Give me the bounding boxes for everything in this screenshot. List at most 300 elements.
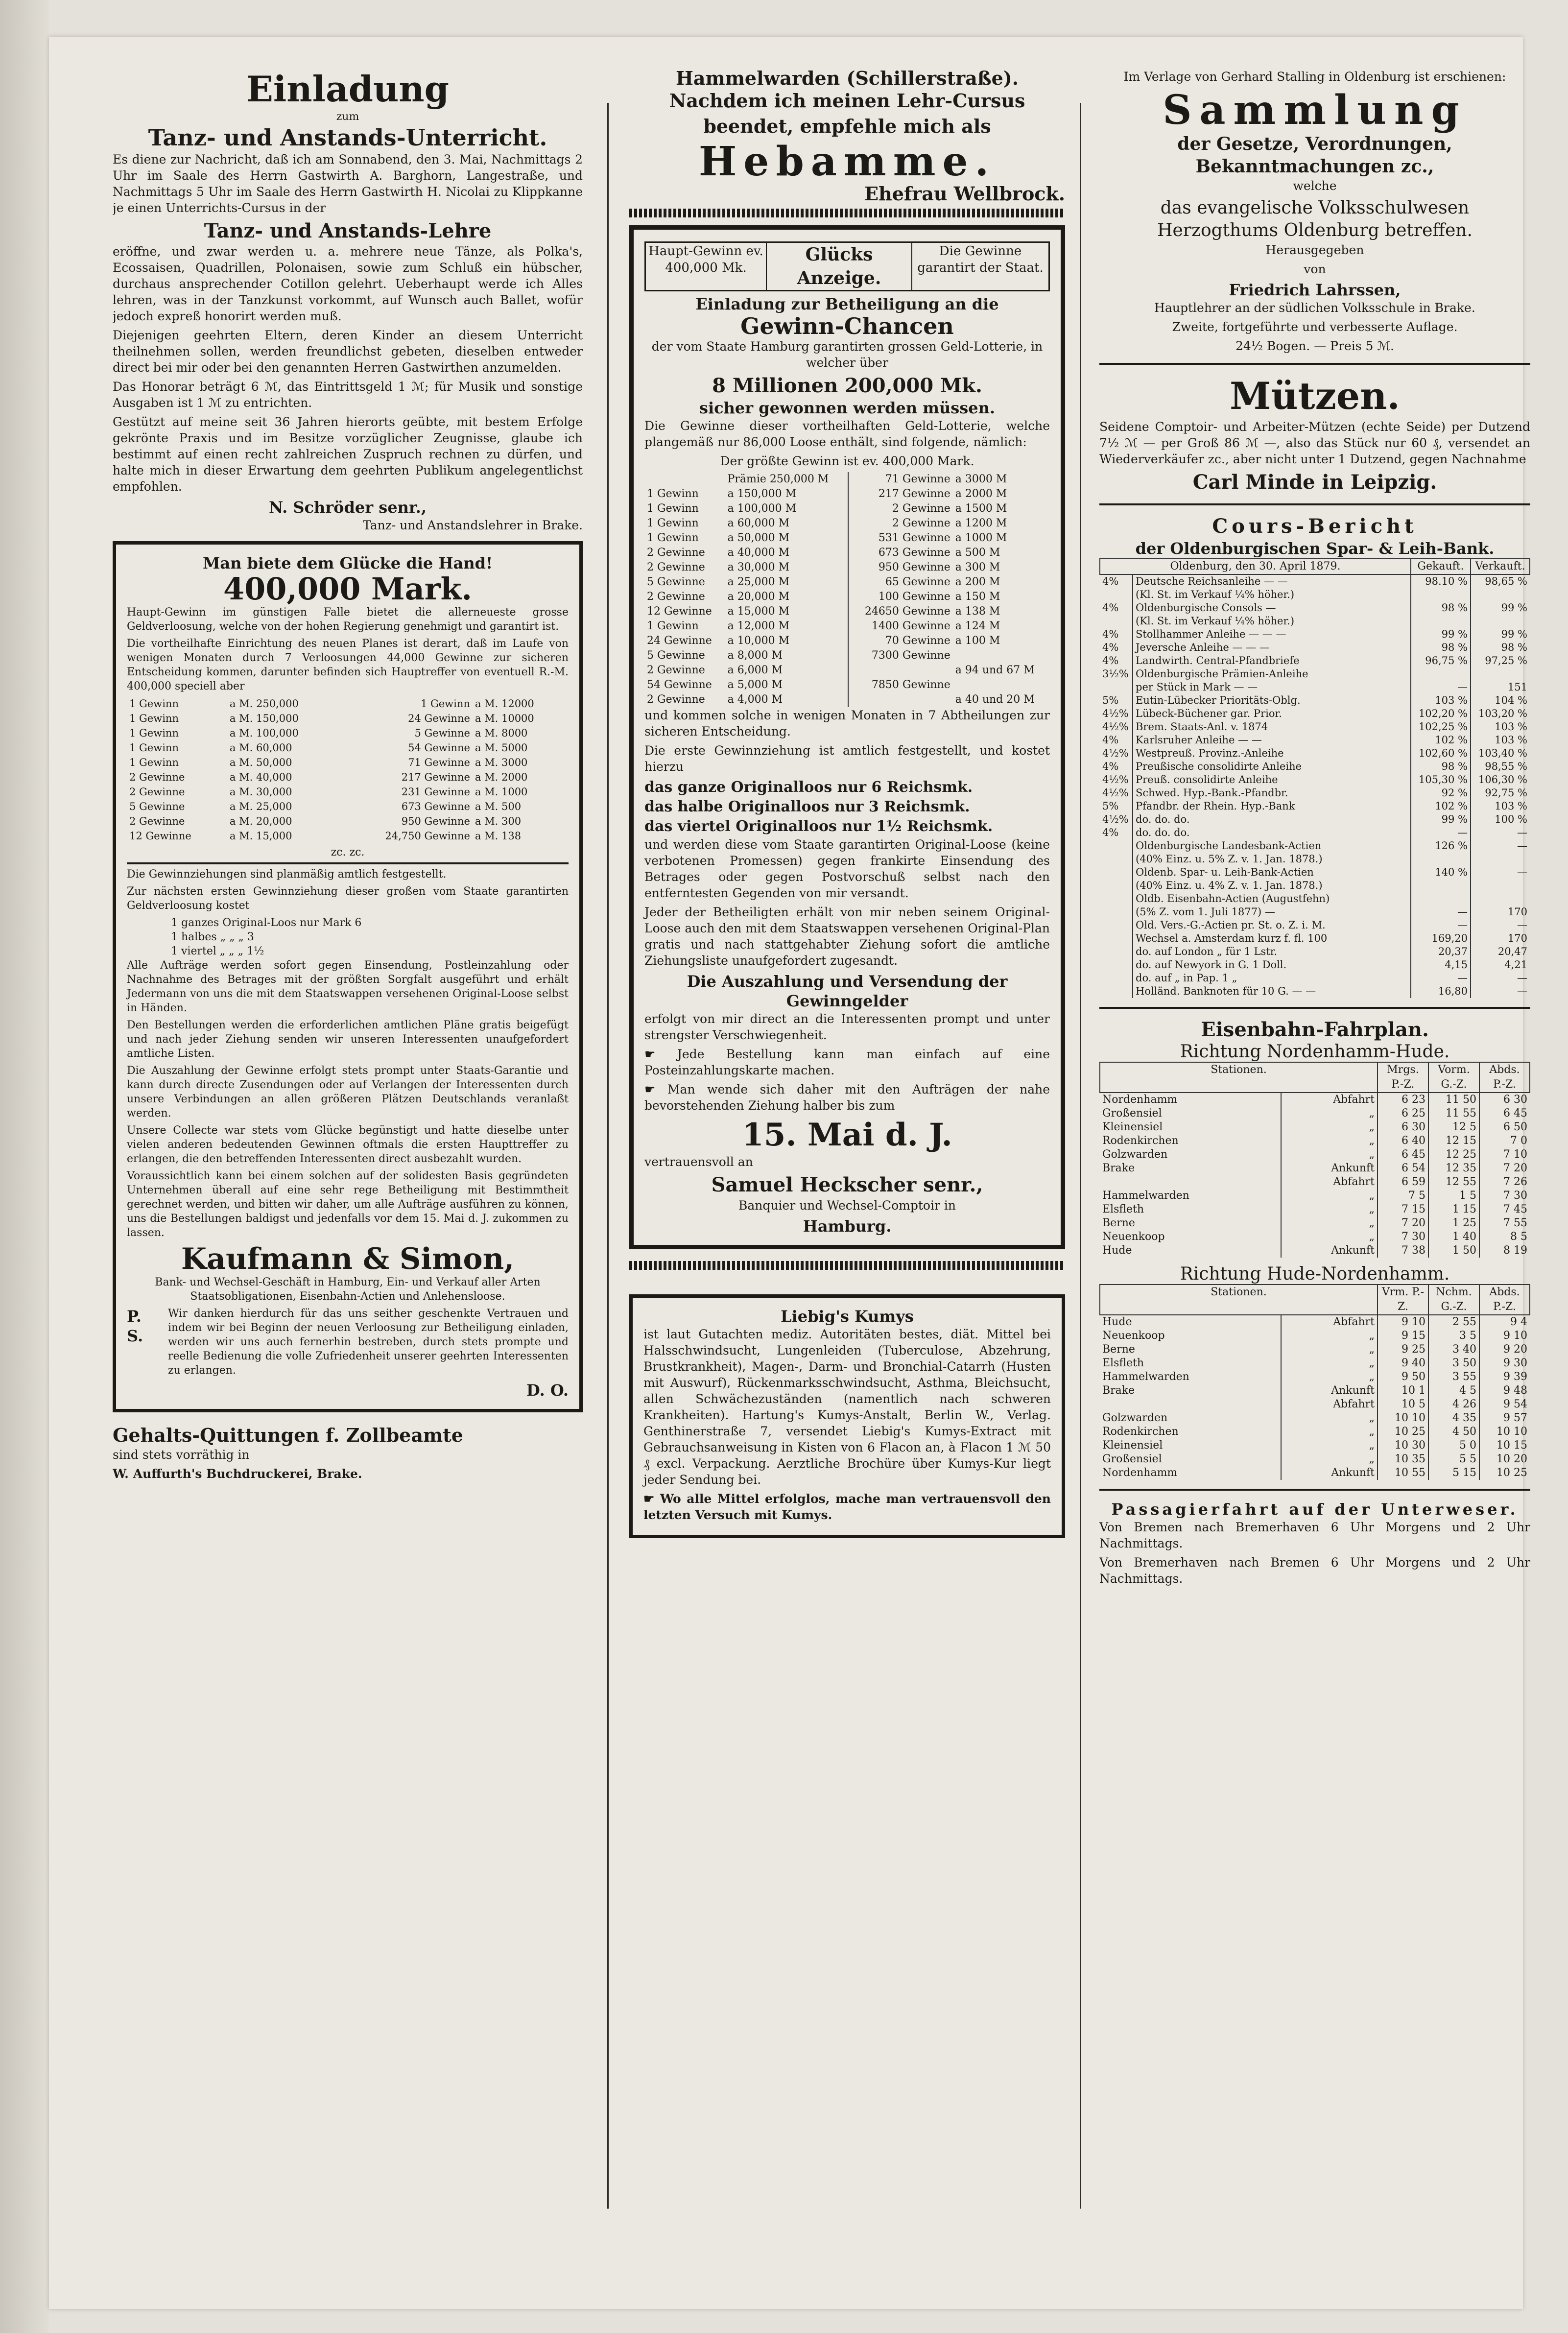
cours-rate: 4%: [1102, 734, 1119, 746]
cours-header-sell: Verkauft.: [1471, 559, 1530, 574]
prize-amount: a M. 25,000: [229, 801, 292, 812]
cours-rate: 3½%: [1102, 668, 1129, 680]
sammlung-intro: Im Verlage von Gerhard Stalling in Oldenburg ist erschienen:: [1123, 70, 1506, 84]
sammlung-subtitle: der Gesetze, Verordnungen, Bekanntmachungen zc.,: [1177, 134, 1452, 177]
fahrplan-time: 10 5: [1378, 1398, 1428, 1411]
kaufmann-lot: 1 ganzes Original-Loos nur Mark 6: [171, 917, 362, 929]
prize-count: 71 Gewinne: [408, 757, 470, 768]
cours-buy: 98 %: [1411, 760, 1471, 773]
cours-sell: 97,25 %: [1471, 654, 1530, 667]
cours-row: [1100, 747, 1530, 760]
fahrplan-station: Golzwarden: [1102, 1412, 1168, 1424]
prize-amount: a M. 8000: [475, 727, 528, 739]
fahrplan-type: Ankunft: [1281, 1162, 1378, 1175]
cours-table: [1099, 558, 1530, 998]
cours-sell: 170: [1471, 932, 1530, 945]
fahrplan-type: „: [1281, 1357, 1378, 1370]
fahrplan-time: 6 45: [1378, 1148, 1428, 1162]
fahrplan-type: „: [1281, 1439, 1378, 1452]
kaufmann-text: Die Auszahlung der Gewinne erfolgt stets prompt unter Staats-Garantie und kann durch directe Zusendungen oder auf Verlangen der Interessenten durch unsere Verbindungen an allen größeren Plätzen Deutschlands veranlaßt werden.: [127, 1065, 569, 1119]
fahrplan-time: 9 57: [1479, 1411, 1530, 1425]
cours-sell: 98 %: [1471, 641, 1530, 654]
fahrplan-station: Neuenkoop: [1102, 1330, 1165, 1342]
cours-rate: 4%: [1102, 642, 1119, 653]
pointing-hand-icon: ☛: [643, 1492, 660, 1506]
prize-row: [644, 604, 1050, 619]
cours-security: Jeversche Anleihe — — —: [1133, 641, 1411, 654]
cours-rate: [1100, 615, 1133, 628]
hebamme-signature: Ehefrau Wellbrock.: [864, 183, 1065, 205]
prize-row: [127, 785, 569, 799]
kumys-ad: [629, 1294, 1065, 1538]
prize-row: [644, 678, 1050, 692]
cours-row: [1100, 800, 1530, 813]
fahrplan-type: Abfahrt: [1281, 1093, 1378, 1107]
prize-row: [127, 726, 569, 740]
fahrplan-time: 10 55: [1378, 1466, 1428, 1480]
prize-count: 2 Gewinne: [129, 815, 185, 827]
heckscher-million: 8 Millionen 200,000 Mk.: [712, 374, 982, 397]
prize-amount: a 300 M: [955, 561, 1000, 573]
prize-row: [127, 755, 569, 770]
cours-row: [1100, 786, 1530, 800]
ornament-bar: [629, 209, 1065, 217]
prize-count: 12 Gewinne: [129, 830, 191, 842]
fahrplan-row: [1100, 1329, 1530, 1343]
fahrplan-time: 6 23: [1378, 1093, 1428, 1107]
prize-count: [644, 472, 725, 487]
fahrplan-type: „: [1281, 1148, 1378, 1162]
prize-amount: a 50,000 M: [725, 531, 848, 546]
kaufmann-headline: Man biete dem Glücke die Hand!: [202, 554, 493, 572]
fahrplan-time: 11 55: [1428, 1107, 1479, 1120]
cours-buy: 102,20 %: [1411, 707, 1471, 720]
fahrplan-station: Nordenhamm: [1102, 1467, 1178, 1479]
fahrplan-time: 9 50: [1378, 1370, 1428, 1384]
prize-count: 531 Gewinne: [878, 532, 950, 544]
cours-rate: [1100, 945, 1133, 958]
prize-amount: a 40,000 M: [725, 546, 848, 560]
fahrplan-type: „: [1281, 1425, 1378, 1439]
muetzen-title: Mützen.: [1230, 374, 1400, 418]
prize-count: 2 Gewinne: [647, 591, 705, 603]
fahrplan-row: [1100, 1398, 1530, 1411]
fahrplan-time: 1 5: [1428, 1189, 1479, 1203]
glueck-left: Haupt-Gewinn ev. 400,000 Mk.: [645, 242, 767, 291]
cours-rate: 4%: [1102, 761, 1119, 772]
prize-count: 54 Gewinne: [408, 742, 470, 754]
kaufmann-text: Die vortheilhafte Einrichtung des neuen Planes ist derart, daß im Laufe von wenigen Monaten durch 7 Verloosungen 44,000 Gewinne zur sicheren Entscheidung kommen, darunter befinden sich Hauptreffer von eventuell R.-M. 400,000 speciell aber: [127, 638, 569, 692]
cours-sell: —: [1471, 985, 1530, 998]
cours-rate: 4%: [1102, 655, 1119, 667]
prize-count: 24 Gewinne: [408, 713, 470, 724]
cours-buy: —: [1411, 681, 1471, 694]
prize-amount: a 30,000 M: [725, 560, 848, 575]
prize-row: [644, 634, 1050, 648]
cours-rate: 4%: [1102, 575, 1119, 587]
cours-buy: [1411, 853, 1471, 866]
prize-count: [848, 663, 953, 678]
prize-amount: a M. 60,000: [229, 742, 292, 754]
prize-amount: a 500 M: [955, 547, 1000, 559]
prize-count: 1 Gewinn: [129, 713, 179, 724]
kaufmann-lot: 1 halbes „ „ „ 3: [171, 931, 254, 943]
fahrplan-time: 1 25: [1428, 1216, 1479, 1230]
prize-row: [644, 560, 1050, 575]
prize-count: 24 Gewinne: [647, 635, 712, 647]
kumys-body: ist laut Gutachten mediz. Autoritäten bestes, diät. Mittel bei Halsschwindsucht, Lungenleiden (Tuberculose, Abzehrung, Brustkrankheit), Magen-, Darm- und Bronchial-Catarrh (Husten mit Auswurf), Rückenmarksschwindsucht, Asthma, Bleichsucht, allen Schwächezuständen (namentlich nach schweren Krankheiten). Hartung's Kumys-Anstalt, Berlin W., Verlag. Genthinerstraße 7, versendet Liebig's Kumys-Extract mit Gebrauchsanweisung in Kisten von 6 Flacon an, à Flacon 1 ℳ 50 ₰ excl. Verpackung. Aerztliche Brochüre über Kumys-Kur liegt jeder Sendung bei.: [643, 1327, 1051, 1487]
fahrplan-time: 7 38: [1378, 1244, 1428, 1258]
cours-row: [1100, 628, 1530, 641]
fahrplan-time: 7 45: [1479, 1203, 1530, 1216]
prize-row: [644, 590, 1050, 604]
cours-sell: 98,65 %: [1471, 574, 1530, 588]
cours-rate: 4½%: [1102, 708, 1129, 719]
divider: [1099, 363, 1530, 365]
cours-sell: 104 %: [1471, 694, 1530, 707]
cours-rate: [1100, 839, 1133, 853]
gehalts-ad: [113, 1424, 583, 1482]
fahrplan-row: [1100, 1425, 1530, 1439]
prize-amount: a 40 und 20 M: [955, 693, 1035, 706]
fahrplan-time: 7 30: [1378, 1230, 1428, 1244]
cours-security: Stollhammer Anleihe — — —: [1133, 628, 1411, 641]
fahrplan-row: [1100, 1162, 1530, 1175]
kaufmann-lot: 1 viertel „ „ „ 1½: [171, 945, 264, 957]
fahrplan-time: 7 0: [1479, 1134, 1530, 1148]
prize-row: [644, 692, 1050, 707]
cours-buy: 102,25 %: [1411, 720, 1471, 734]
muetzen-ad: [1099, 374, 1530, 495]
prize-count: 70 Gewinne: [885, 635, 950, 647]
fahrplan-row: [1100, 1439, 1530, 1452]
fahrplan-row: [1100, 1134, 1530, 1148]
fahrplan-station: Berne: [1102, 1217, 1135, 1229]
cours-buy: [1411, 879, 1471, 892]
fahrplan-time: 11 50: [1428, 1093, 1479, 1107]
fahrplan-type: „: [1281, 1107, 1378, 1120]
fahrplan-station: Großensiel: [1102, 1453, 1162, 1465]
prize-amount: a 100 M: [955, 635, 1000, 647]
prize-count: 1 Gewinn: [420, 698, 470, 710]
prize-count: 1 Gewinn: [647, 488, 699, 500]
cours-security: Oldenburgische Consols —: [1133, 601, 1411, 615]
prize-count: 673 Gewinne: [878, 547, 950, 559]
fahrplan-time: 10 15: [1479, 1439, 1530, 1452]
cours-rate: 4½%: [1102, 813, 1129, 825]
einladung-subtitle: Tanz- und Anstands-Unterricht.: [148, 124, 547, 151]
cours-sell: 103,40 %: [1471, 747, 1530, 760]
cours-sell: 103 %: [1471, 800, 1530, 813]
fahrplan-row: [1100, 1203, 1530, 1216]
prize-row: [127, 829, 569, 843]
fahrplan-station: Hammelwarden: [1102, 1371, 1189, 1383]
fahrplan-time: 1 40: [1428, 1230, 1479, 1244]
fahrplan-time: 4 35: [1428, 1411, 1479, 1425]
prize-row: [644, 619, 1050, 634]
passagier-line: Von Bremerhaven nach Bremen 6 Uhr Morgens und 2 Uhr Nachmittags.: [1099, 1555, 1530, 1586]
fahrplan-time: 7 20: [1378, 1216, 1428, 1230]
passagier-title: Passagierfahrt auf der Unterweser.: [1111, 1500, 1519, 1519]
prize-row: [644, 575, 1050, 590]
prize-row: [644, 501, 1050, 516]
cours-buy: 20,37: [1411, 945, 1471, 958]
divider: [1099, 1489, 1530, 1491]
cours-buy: —: [1411, 826, 1471, 839]
cours-buy: 169,20: [1411, 932, 1471, 945]
cours-sell: 100 %: [1471, 813, 1530, 826]
cours-security: Holländ. Banknoten für 10 G. — —: [1133, 985, 1411, 998]
cours-security: (5% Z. vom 1. Juli 1877) —: [1133, 905, 1411, 919]
fahrplan-type: Ankunft: [1281, 1244, 1378, 1258]
prize-count: 2 Gewinne: [892, 502, 950, 515]
fahrplan-row: [1100, 1244, 1530, 1258]
prize-count: 231 Gewinne: [401, 786, 470, 798]
heckscher-city: Hamburg.: [803, 1217, 892, 1236]
fahrplan-time: 7 26: [1479, 1175, 1530, 1189]
fahrplan-time: 3 5: [1428, 1329, 1479, 1343]
fahrplan-station: Kleinensiel: [1102, 1121, 1163, 1133]
sammlung-author: Friedrich Lahrssen,: [1229, 281, 1401, 299]
sammlung-welche: welche: [1293, 179, 1337, 193]
einladung-lehre: Tanz- und Anstands-Lehre: [204, 219, 492, 242]
fahrplan-time: 7 15: [1378, 1203, 1428, 1216]
prize-count: 1 Gewinn: [129, 742, 179, 754]
heckscher-text: vertrauensvoll an: [644, 1155, 753, 1169]
prize-amount: [953, 678, 1050, 692]
cours-sell: [1471, 588, 1530, 601]
einladung-signature: N. Schröder senr.,: [268, 498, 427, 517]
ornament-bar: [629, 1261, 1065, 1270]
cours-buy: 98.10 %: [1411, 574, 1471, 588]
prize-amount: a 15,000 M: [725, 604, 848, 619]
sammlung-ad: [1099, 69, 1530, 354]
prize-amount: a 6,000 M: [725, 663, 848, 678]
prize-amount: a M. 100,000: [229, 727, 299, 739]
fahrplan-time: 10 20: [1479, 1452, 1530, 1466]
cours-sell: —: [1471, 919, 1530, 932]
cours-row: [1100, 588, 1530, 601]
prize-amount: a 10,000 M: [725, 634, 848, 648]
cours-rate: [1100, 932, 1133, 945]
prize-count: 5 Gewinne: [647, 576, 705, 588]
prize-count: 5 Gewinne: [414, 727, 470, 739]
gehalts-body: sind stets vorräthig in: [113, 1448, 250, 1462]
cours-security: Preußische consolidirte Anleihe: [1133, 760, 1411, 773]
heckscher-firm: Samuel Heckscher senr.,: [711, 1173, 983, 1196]
prize-amount: a M. 250,000: [229, 698, 299, 710]
fahrplan-header: Vorm. G.-Z.: [1428, 1062, 1479, 1093]
heckscher-text: Die Gewinne dieser vortheilhaften Geld-Lotterie, welche plangemäß nur 86,000 Loose enthält, sind folgende, nämlich:: [644, 419, 1050, 449]
prize-count: 7850 Gewinne: [871, 679, 950, 691]
fahrplan-type: „: [1281, 1203, 1378, 1216]
cours-security: Wechsel a. Amsterdam kurz f. fl. 100: [1133, 932, 1411, 945]
cours-buy: 99 %: [1411, 628, 1471, 641]
fahrplan-time: 3 50: [1428, 1357, 1479, 1370]
prize-amount: a M. 20,000: [229, 815, 292, 827]
kaufmann-text: Den Bestellungen werden die erforderlichen amtlichen Pläne gratis beigefügt und nach jeder Ziehung senden wir unseren Interessenten unaufgefordert amtliche Listen.: [127, 1019, 569, 1060]
cours-row: [1100, 853, 1530, 866]
cours-rate: [1100, 879, 1133, 892]
divider: [1099, 1007, 1530, 1009]
kaufmann-amount: 400,000 Mark.: [223, 571, 473, 607]
prize-amount: a 200 M: [955, 576, 1000, 588]
prize-count: 2 Gewinne: [129, 771, 185, 783]
fahrplan-time: 3 40: [1428, 1343, 1479, 1357]
fahrplan-row: [1100, 1120, 1530, 1134]
cours-title: Cours-Bericht: [1212, 515, 1418, 538]
prize-count: 2 Gewinne: [647, 664, 705, 676]
cours-subtitle: der Oldenburgischen Spar- & Leih-Bank.: [1135, 539, 1495, 558]
cours-row: [1100, 681, 1530, 694]
cours-buy: [1411, 892, 1471, 905]
prize-amount: a 60,000 M: [725, 516, 848, 531]
cours-security: do. do. do.: [1133, 826, 1411, 839]
fahrplan-time: 8 5: [1479, 1230, 1530, 1244]
hebamme-line: Nachdem ich meinen Lehr-Cursus beendet, empfehle mich als: [669, 90, 1025, 137]
cours-row: [1100, 694, 1530, 707]
heckscher-text: und werden diese vom Staate garantirten Original-Loose (keine verbotenen Promessen) gegen frankirte Einsendung des Betrages oder gegen Postvorschuß selbst nach den entferntesten Gegenden von mir versandt.: [644, 837, 1050, 900]
fahrplan-station: Elsfleth: [1102, 1203, 1144, 1215]
prize-row: [644, 531, 1050, 546]
sammlung-editor-label: Herausgegeben: [1265, 243, 1364, 257]
fahrplan-station: Rodenkirchen: [1102, 1135, 1179, 1147]
glueck-header: [644, 241, 1050, 291]
column-3: [1099, 69, 1530, 1590]
heckscher-invitation: Einladung zur Betheiligung an die: [695, 295, 999, 313]
prize-count: 1 Gewinn: [129, 727, 179, 739]
prize-count: 1400 Gewinne: [871, 620, 950, 632]
einladung-ad: [113, 69, 583, 533]
cours-sell: 20,47: [1471, 945, 1530, 958]
fahrplan-station: Rodenkirchen: [1102, 1426, 1179, 1438]
cours-buy: [1411, 588, 1471, 601]
fahrplan-time: 9 54: [1479, 1398, 1530, 1411]
prize-count: 71 Gewinne: [885, 473, 950, 485]
prize-amount: a 25,000 M: [725, 575, 848, 590]
cours-rate: 4%: [1102, 602, 1119, 614]
fahrplan-row: [1100, 1189, 1530, 1203]
fahrplan-type: Abfahrt: [1281, 1398, 1378, 1411]
kaufmann-ps: [127, 1307, 569, 1381]
prize-amount: a 3000 M: [955, 473, 1007, 485]
heckscher-sicher: sicher gewonnen werden müssen.: [699, 399, 996, 417]
cours-sell: 92,75 %: [1471, 786, 1530, 800]
kaufmann-initials: D. O.: [526, 1381, 569, 1400]
fahrplan-route: Richtung Hude-Nordenhamm.: [1180, 1264, 1450, 1284]
glueck-mid: Glücks Anzeige.: [766, 242, 912, 291]
cours-security: do. do. do.: [1133, 813, 1411, 826]
cours-buy: 126 %: [1411, 839, 1471, 853]
sammlung-von: von: [1304, 262, 1326, 276]
cours-sell: —: [1471, 826, 1530, 839]
prize-row: [127, 814, 569, 829]
kaufmann-firm: Kaufmann & Simon,: [181, 1242, 515, 1276]
cours-row: [1100, 734, 1530, 747]
cours-rate: [1100, 905, 1133, 919]
fahrplan-time: 5 0: [1428, 1439, 1479, 1452]
cours-row: [1100, 826, 1530, 839]
cours-rate: 4%: [1102, 827, 1119, 838]
cours-security: Oldenburgische Prämien-Anleihe: [1133, 667, 1411, 681]
cours-buy: 105,30 %: [1411, 773, 1471, 786]
fahrplan-time: 12 25: [1428, 1148, 1479, 1162]
fahrplan-row: [1100, 1466, 1530, 1480]
heckscher-text: Die erste Gewinnziehung ist amtlich festgestellt, und kostet hierzu: [644, 743, 1050, 774]
fahrplan-type: „: [1281, 1189, 1378, 1203]
cours-sell: —: [1471, 866, 1530, 879]
prize-count: 217 Gewinne: [401, 771, 470, 783]
prize-amount: a M. 12000: [475, 698, 534, 710]
hebamme-title: Hebamme.: [698, 138, 996, 185]
cours-rate: 4½%: [1102, 747, 1129, 759]
cours-security: Oldenburgische Landesbank-Actien: [1133, 839, 1411, 853]
fahrplan: [1099, 1018, 1530, 1480]
prize-amount: a 100,000 M: [725, 501, 848, 516]
cours-row: [1100, 574, 1530, 588]
prize-count: 950 Gewinne: [878, 561, 950, 573]
cours-security: Oldb. Eisenbahn-Actien (Augustfehn): [1133, 892, 1411, 905]
fahrplan-time: 6 30: [1378, 1120, 1428, 1134]
cours-buy: 98 %: [1411, 641, 1471, 654]
cours-rate: [1100, 853, 1133, 866]
prize-amount: [953, 648, 1050, 663]
prize-count: 1 Gewinn: [129, 698, 179, 710]
cours-row: [1100, 641, 1530, 654]
cours-sell: 170: [1471, 905, 1530, 919]
cours-row: [1100, 879, 1530, 892]
prize-amount: a M. 10000: [475, 713, 534, 724]
cours-sell: [1471, 667, 1530, 681]
heckscher-text: der vom Staate Hamburg garantirten grossen Geld-Lotterie, in welcher über: [651, 339, 1043, 370]
sammlung-price: 24½ Bogen. — Preis 5 ℳ.: [1235, 339, 1395, 353]
cours-row: [1100, 839, 1530, 853]
prize-amount: a M. 40,000: [229, 771, 292, 783]
prize-row: [127, 711, 569, 726]
kaufmann-etc: zc. zc.: [331, 846, 365, 858]
prize-amount: a M. 50,000: [229, 757, 292, 768]
prize-count: 54 Gewinne: [647, 679, 712, 691]
einladung-body: Gestützt auf meine seit 36 Jahren hierorts geübte, mit bestem Erfolge gekrönte Praxis und im Besitze vorzüglicher Zeugnisse, glaube ich bestimmt auf einen recht zahlreichen Zuspruch rechnen zu dürfen, und halte mich in dieser Erwartung dem geehrten Publikum angelegentlichst empfohlen.: [113, 415, 583, 494]
fahrplan-time: 10 30: [1378, 1439, 1428, 1452]
fahrplan-type: „: [1281, 1452, 1378, 1466]
cours-buy: 4,15: [1411, 958, 1471, 972]
prize-amount: a M. 15,000: [229, 830, 292, 842]
fahrplan-table-1: [1099, 1062, 1530, 1258]
fahrplan-station: Brake: [1102, 1384, 1135, 1397]
fahrplan-row: [1100, 1216, 1530, 1230]
fahrplan-time: 9 25: [1378, 1343, 1428, 1357]
kaufmann-text: Voraussichtlich kann bei einem solchen auf der solidesten Basis gegründeten Unternehmen überall auf eine sehr rege Betheiligung mit Bestimmtheit gerechnet werden, und bitten wir daher, um alle Aufträge ausführen zu können, uns die Bestellungen baldigst und jedenfalls vor dem 15. Mai d. J. zukommen zu lassen.: [127, 1170, 569, 1239]
cours-security: (40% Einz. u. 5% Z. v. 1. Jan. 1878.): [1133, 853, 1411, 866]
prize-amount: a M. 300: [475, 815, 522, 827]
cours-rate: 4½%: [1102, 774, 1129, 786]
fahrplan-type: Abfahrt: [1281, 1315, 1378, 1329]
kaufmann-prize-table: [127, 696, 569, 843]
prize-row: [644, 546, 1050, 560]
cours-row: [1100, 601, 1530, 615]
cours-security: Lübeck-Büchener gar. Prior.: [1133, 707, 1411, 720]
prize-amount: a M. 1000: [475, 786, 528, 798]
prize-row: [127, 696, 569, 711]
heckscher-chancen: Gewinn-Chancen: [740, 313, 954, 339]
cours-security: (Kl. St. im Verkauf ¼% höher.): [1133, 588, 1411, 601]
kaufmann-simon-ad: [113, 541, 583, 1412]
fahrplan-type: „: [1281, 1343, 1378, 1357]
cours-buy: 140 %: [1411, 866, 1471, 879]
fahrplan-time: 6 59: [1378, 1175, 1428, 1189]
fahrplan-time: 10 25: [1378, 1425, 1428, 1439]
